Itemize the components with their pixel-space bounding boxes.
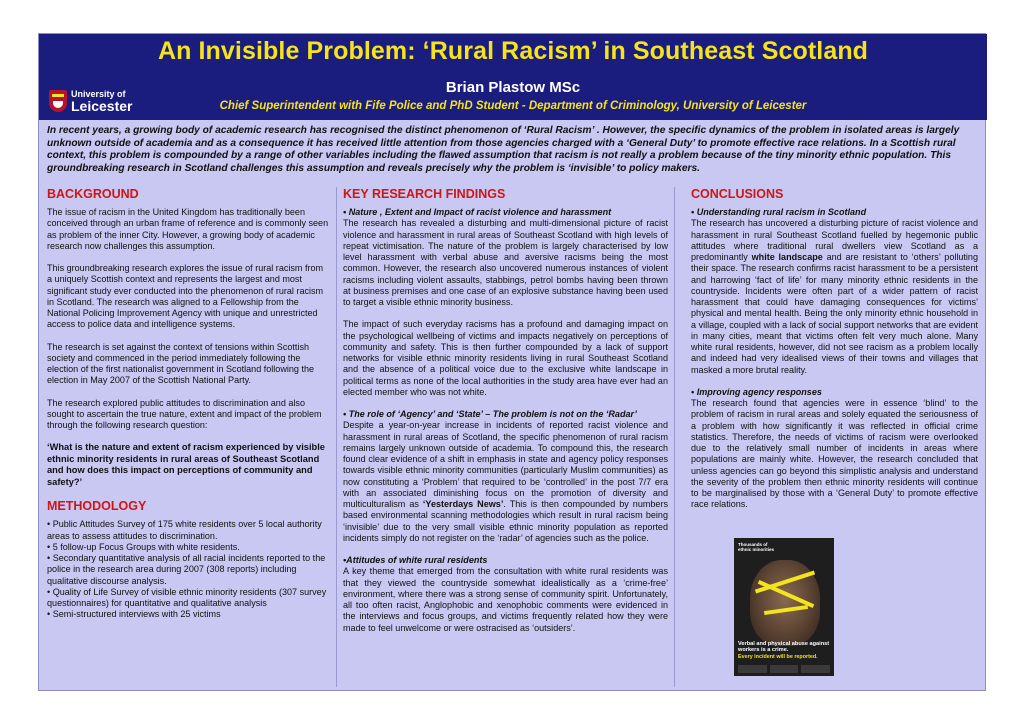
paragraph-text: Despite a year-on-year increase in incidents of reported racist violence and harassment in rural areas of Scotland, the specific phenomenon of rural racism remains largely unknown outside of academia. To compound this, the research found clear evidence of a shift in emphasis in state and agency policy responses towards visible ethnic minority communities (particularly Muslim communities) as now constituting a ‘Problem’ that required to be ‘controlled’ in the post 7/7 era with an associated diminishing focus on the promotion of diversity and multiculturalism as <box>343 420 668 509</box>
findings-heading: KEY RESEARCH FINDINGS <box>343 187 506 201</box>
paragraph-text: . This is then compounded by numbers based environmental scanning methodologies which result in rural racism being ‘invisible’ due to the very small visible ethnic minority population as reported incidents simply do not register on the ‘radar’ of agencies such as the police. <box>343 499 668 543</box>
poster <box>38 33 986 691</box>
conclusions-subheading: • Understanding rural racism in Scotland <box>691 207 867 217</box>
background-paragraph: The research is set against the context of tensions within Scottish society and commenced in the period immediately following the election of the first nationalist government in Scotland following the election in May 2007 of the Scottish National Party. <box>47 341 315 386</box>
column-left <box>47 187 329 621</box>
findings-subheading: •Attitudes of white rural residents <box>343 555 488 565</box>
research-question: ‘What is the nature and extent of racism experienced by visible ethnic minority residents in rural areas of Southeast Scotland and how does this impact on perceptions of community and safety?’ <box>47 442 325 487</box>
conclusions-paragraph: The research found that agencies were in essence ‘blind’ to the problem of racism in rural areas and solely equated the seriousness of a problem with how significantly it was reflected in official crime statistics. Therefore, the needs of victims of racism were overlooked due to the relatively small number of incidents in areas where populations are mainly white. However, the research concluded that unless agencies can go beyond this simplistic analysis and understand the severity of the problem then ethnic minority residents will continue to be marginalised by those with a ‘General Duty’ to promote effective race relations. <box>691 398 978 510</box>
university-crest-icon <box>49 90 67 112</box>
logo-text-top: University of <box>71 89 126 99</box>
column-right <box>691 187 978 522</box>
background-heading: BACKGROUND <box>47 187 139 201</box>
subheading-text: Understanding rural racism in Scotland <box>696 207 867 217</box>
background-paragraph: The research explored public attitudes to discrimination and also sought to ascertain the true nature, extent and impact of the problem through the following research question: <box>47 397 322 430</box>
partner-logo <box>770 665 799 673</box>
partner-logo <box>801 665 830 673</box>
university-logo <box>49 88 144 118</box>
image-caption-main: Verbal and physical abuse against workers is a crime. <box>738 641 830 654</box>
findings-paragraph: The impact of such everyday racisms has a profound and damaging impact on the psychological wellbeing of victims and impacts negatively on perceptions of community and safety. This is then further compounded by a lack of support networks for visible ethnic minority residents living in rural Southeast Scotland and the absence of a political voice due to the exclusive white landscape in political terms as none of the local authorities in the study area have ever had an elected member who was not white. <box>343 319 668 397</box>
subheading-text: Attitudes of white rural residents <box>346 555 488 565</box>
author-affiliation: Chief Superintendent with Fife Police and PhD Student - Department of Criminology, University of Leicester <box>219 100 807 112</box>
findings-paragraph: The research has revealed a disturbing and multi-dimensional picture of racist violence and harassment in rural areas of Southeast Scotland with high levels of repeat victimisation. The nature of the problem is largely characterised by low level harassment with verbal abuse and aversive racisms being the most common. However, the research also uncovered numerous instances of violent racisms including violent assaults, stabbings, petrol bombs having been thrown at business premises and one case of an explosive substance having been used to target a visible ethnic minority business. <box>343 218 668 307</box>
column-middle <box>336 187 675 687</box>
emphasis-text: ‘Yesterdays News’ <box>422 499 504 509</box>
intro-abstract: In recent years, a growing body of academic research has recognised the distinct phenomenon of ‘Rural Racism’ . However, the specific dynamics of the problem in isolated areas is largely unknown outside of academia and as a consequence it has received little attention from those agencies charged with a ‘General Duty’ to promote effective race relations. In a Scottish rural context, this problem is compounded by a range of other variables including the flawed assumption that racism is not really a problem because of the tiny minority ethnic population. This groundbreaking research in Scotland challenges this assumption and reveals precisely why the problem is ‘invisible’ to policy makers. <box>47 125 960 174</box>
list-item: • 5 follow-up Focus Groups with white residents. <box>47 542 329 553</box>
poster-header <box>39 34 987 120</box>
paragraph-text: and are resistant to ‘others’ polluting their space. The research confirms racist harassment to be a persistent and harrowing ‘fact of life’ for many minority ethnic residents in the countryside. Incidents were often part of a wider pattern of racist harassment that could have damaging consequences for victims’ physical and mental health. Being the only minority ethnic household in a village, coupled with a lack of social support networks that are evident in many cities, meant that victims often felt very much alone. Many white rural residents, however, did not see racism as a problem locally and indeed had very idealised views of their towns and villages that masked a more brutal reality. <box>691 252 978 375</box>
poster-title: An Invisible Problem: ‘Rural Racism’ in Southeast Scotland <box>157 37 869 65</box>
list-item: • Public Attitudes Survey of 175 white residents over 5 local authority areas to assess attitudes to discrimination. <box>47 519 329 542</box>
list-item: • Secondary quantitative analysis of all racial incidents reported to the police in the research area during 2007 (308 reports) including qualitative discourse analysis. <box>47 553 329 587</box>
findings-paragraph: A key theme that emerged from the consultation with white rural residents was that they viewed the countryside somewhat idealistically as a ‘crime-free’ environment, where there was a strong sense of community spirit. Unfortunately, all too often racist, Anglophobic and xenophobic comments were evidenced in the interviews and focus groups, and victims frequently related how they were made to feel unwelcome or were ostracised as ‘outsiders’. <box>343 566 668 633</box>
emphasis-text: white landscape <box>751 252 823 262</box>
image-logos <box>738 665 830 673</box>
conclusions-subheading: • Improving agency responses <box>691 386 822 397</box>
findings-paragraph <box>343 420 668 544</box>
paragraph-text: The research has uncovered a disturbing picture of racist violence and harassment in rural Southeast Scotland fuelled by hegemonic public attitudes where traditional rural dwellers view Scotland as a predominantly <box>691 218 978 262</box>
background-paragraph: This groundbreaking research explores the issue of rural racism from a uniquely Scottish context and represents the largest and most significant study ever conducted into the phenomenon of rural racism in Scotland. The research was aligned to a Fellowship from the National Policing Improvement Agency with unique and unrestricted access to police data and intelligence systems. <box>47 263 324 330</box>
list-item: • Quality of Life Survey of visible ethnic minority residents (307 survey questionnaires) for quantitative and qualitative analysis <box>47 587 329 610</box>
subheading-text: Nature , Extent and Impact of racist violence and harassment <box>348 207 612 217</box>
partner-logo <box>738 665 767 673</box>
logo-text-name: Leicester <box>71 98 133 114</box>
campaign-poster-image <box>734 538 834 676</box>
author-name: Brian Plastow MSc <box>445 79 581 96</box>
findings-subheading: • Nature , Extent and Impact of racist violence and harassment <box>343 207 612 217</box>
findings-subheading: • The role of ‘Agency’ and ‘State’ – The problem is not on the ‘Radar’ <box>343 409 637 419</box>
image-caption-sub: Every incident will be reported. <box>738 654 818 660</box>
subheading-text: Improving agency responses <box>696 386 822 397</box>
background-paragraph: The issue of racism in the United Kingdom has traditionally been conceived through an urban frame of reference and is commonly seen as problem of the inner City. However, a growing body of academic research now challenges this assumption. <box>47 207 329 251</box>
subheading-text: The role of ‘Agency’ and ‘State’ – The problem is not on the ‘Radar’ <box>348 409 637 419</box>
conclusions-paragraph <box>691 218 978 376</box>
list-item: • Semi-structured interviews with 25 victims <box>47 609 329 620</box>
conclusions-heading: CONCLUSIONS <box>691 187 784 201</box>
methodology-list <box>47 519 329 620</box>
methodology-heading: METHODOLOGY <box>47 499 147 514</box>
image-caption-top: Thousands of ethnic minorities <box>738 542 775 552</box>
